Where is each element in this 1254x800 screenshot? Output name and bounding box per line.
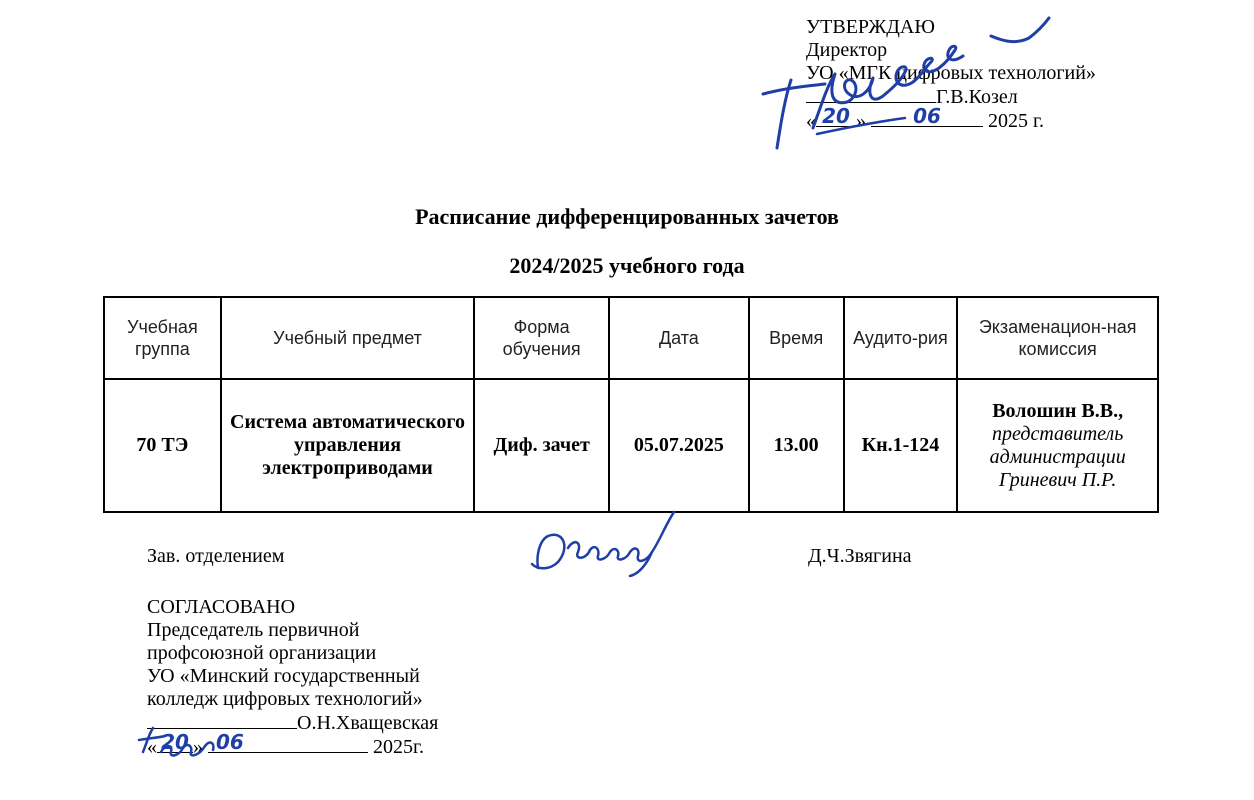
- approval-position: Директор: [806, 39, 888, 61]
- cell-commission: [957, 379, 1158, 512]
- approval-year: 2025 г.: [988, 110, 1044, 132]
- approval-heading: УТВЕРЖДАЮ: [806, 16, 935, 38]
- head-of-department-name: Д.Ч.Звягина: [808, 545, 912, 567]
- document-subtitle: 2024/2025 учебного года: [509, 253, 745, 278]
- agreed-signature: [135, 722, 225, 762]
- cell-form: Диф. зачет: [474, 379, 609, 512]
- cell-date: 05.07.2025: [609, 379, 749, 512]
- header-time: Время: [749, 297, 844, 379]
- header-commission: Экзаменацион-ная комиссия: [957, 297, 1158, 379]
- agreed-line-3: УО «Минский государственный: [147, 665, 420, 687]
- commission-member: Волошин В.В.,: [992, 399, 1124, 422]
- date-quote-close: »: [856, 110, 866, 132]
- header-subject: Учебный предмет: [221, 297, 475, 379]
- cell-subject: Система автоматического управления электроприводами: [221, 379, 475, 512]
- table-row: [104, 379, 1158, 512]
- head-of-department-label: Зав. отделением: [147, 545, 285, 567]
- agreed-year: 2025г.: [373, 736, 424, 758]
- date-quote-close: »: [193, 736, 203, 758]
- agreed-heading: СОГЛАСОВАНО: [147, 596, 296, 618]
- schedule-table: [103, 296, 1159, 513]
- agreed-month: 06: [216, 730, 244, 754]
- approval-day: 20: [822, 104, 850, 128]
- header-room: Аудито-рия: [844, 297, 958, 379]
- header-group: Учебная группа: [104, 297, 221, 379]
- agreed-line-4: колледж цифровых технологий»: [147, 688, 423, 710]
- cell-room: Кн.1-124: [844, 379, 958, 512]
- approval-name: Г.В.Козел: [936, 86, 1018, 108]
- agreed-line-1: Председатель первичной: [147, 619, 360, 641]
- date-quote-open: «: [806, 110, 816, 132]
- agreed-line-2: профсоюзной организации: [147, 642, 377, 664]
- cell-time: 13.00: [749, 379, 844, 512]
- table-header-row: [104, 297, 1158, 379]
- director-signature: [755, 10, 1055, 160]
- agreed-name: О.Н.Хващевская: [297, 712, 439, 734]
- agreed-month-field: [208, 730, 368, 754]
- approval-month: 06: [913, 104, 941, 128]
- commission-rest: представитель администрации Гриневич П.Р.: [989, 422, 1126, 491]
- header-form: Форма обучения: [474, 297, 609, 379]
- header-date: Дата: [609, 297, 749, 379]
- date-quote-open: «: [147, 736, 157, 758]
- cell-group: 70 ТЭ: [104, 379, 221, 512]
- approval-organization: УО «МГК цифровых технологий»: [806, 62, 1096, 84]
- document-title: Расписание дифференцированных зачетов: [415, 204, 839, 229]
- head-of-department-signature: [520, 508, 690, 578]
- agreed-day: 20: [161, 730, 189, 754]
